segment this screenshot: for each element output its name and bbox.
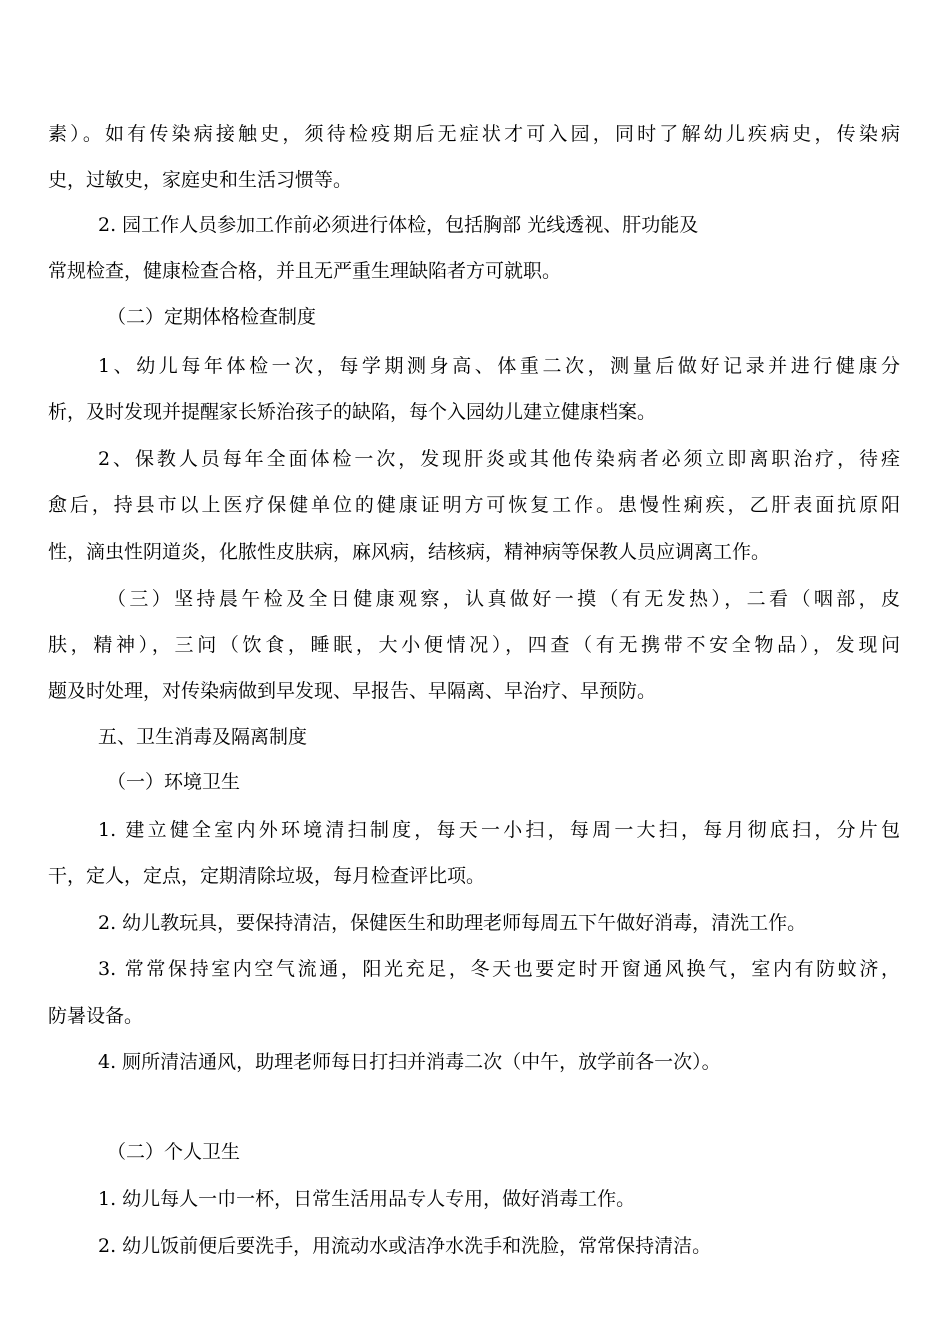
paragraph-line: 2. 幼儿教玩具，要保持清洁，保健医生和助理老师每周五下午做好消毒，清洗工作。 <box>98 912 807 934</box>
paragraph-line: 性，滴虫性阴道炎，化脓性皮肤病，麻风病，结核病，精神病等保教人员应调离工作。 <box>48 541 771 563</box>
paragraph-line: 愈后，持县市以上医疗保健单位的健康证明方可恢复工作。患慢性痢疾，乙肝表面抗原阳 <box>48 494 900 516</box>
paragraph-line: 3. 常常保持室内空气流通，阳光充足，冬天也要定时开窗通风换气，室内有防蚊济， <box>98 958 900 980</box>
paragraph-line: 防暑设备。 <box>48 1005 144 1027</box>
paragraph-line: 常规检查，健康检查合格，并且无严重生理缺陷者方可就职。 <box>48 260 562 282</box>
section-heading: （二）定期体格检查制度 <box>107 306 317 328</box>
section-heading: （一）环境卫生 <box>107 771 241 793</box>
paragraph-line: （三）坚持晨午检及全日健康观察，认真做好一摸（有无发热），二看（咽部，皮 <box>107 588 900 610</box>
paragraph-line: 4. 厕所清洁通风，助理老师每日打扫并消毒二次（中午，放学前各一次）。 <box>98 1051 721 1073</box>
section-heading: （二）个人卫生 <box>107 1141 241 1163</box>
paragraph-line: 1. 幼儿每人一巾一杯，日常生活用品专人专用，做好消毒工作。 <box>98 1188 636 1210</box>
section-heading: 五、卫生消毒及隔离制度 <box>98 726 308 748</box>
paragraph-line: 析，及时发现并提醒家长矫治孩子的缺陷，每个入园幼儿建立健康档案。 <box>48 401 657 423</box>
paragraph-line: 1. 建立健全室内外环境清扫制度，每天一小扫，每周一大扫，每月彻底扫，分片包 <box>98 819 900 841</box>
paragraph-line: 肤，精神），三问（饮食，睡眠，大小便情况），四查（有无携带不安全物品），发现问 <box>48 634 900 656</box>
paragraph-line: 题及时处理，对传染病做到早发现、早报告、早隔离、早治疗、早预防。 <box>48 680 657 702</box>
paragraph-line: 2. 园工作人员参加工作前必须进行体检，包括胸部 光线透视、肝功能及 <box>98 214 699 236</box>
paragraph-line: 2. 幼儿饭前便后要洗手，用流动水或洁净水洗手和洗脸，常常保持清洁。 <box>98 1235 712 1257</box>
paragraph-line: 1、幼儿每年体检一次，每学期测身高、体重二次，测量后做好记录并进行健康分 <box>98 355 900 377</box>
paragraph-line: 干，定人，定点，定期清除垃圾，每月检查评比项。 <box>48 865 486 887</box>
paragraph-line: 2、保教人员每年全面体检一次，发现肝炎或其他传染病者必须立即离职治疗，待痊 <box>98 448 900 470</box>
paragraph-line: 史，过敏史，家庭史和生活习惯等。 <box>48 169 353 191</box>
paragraph-line: 素）。如有传染病接触史，须待检疫期后无症状才可入园，同时了解幼儿疾病史，传染病 <box>48 123 900 145</box>
